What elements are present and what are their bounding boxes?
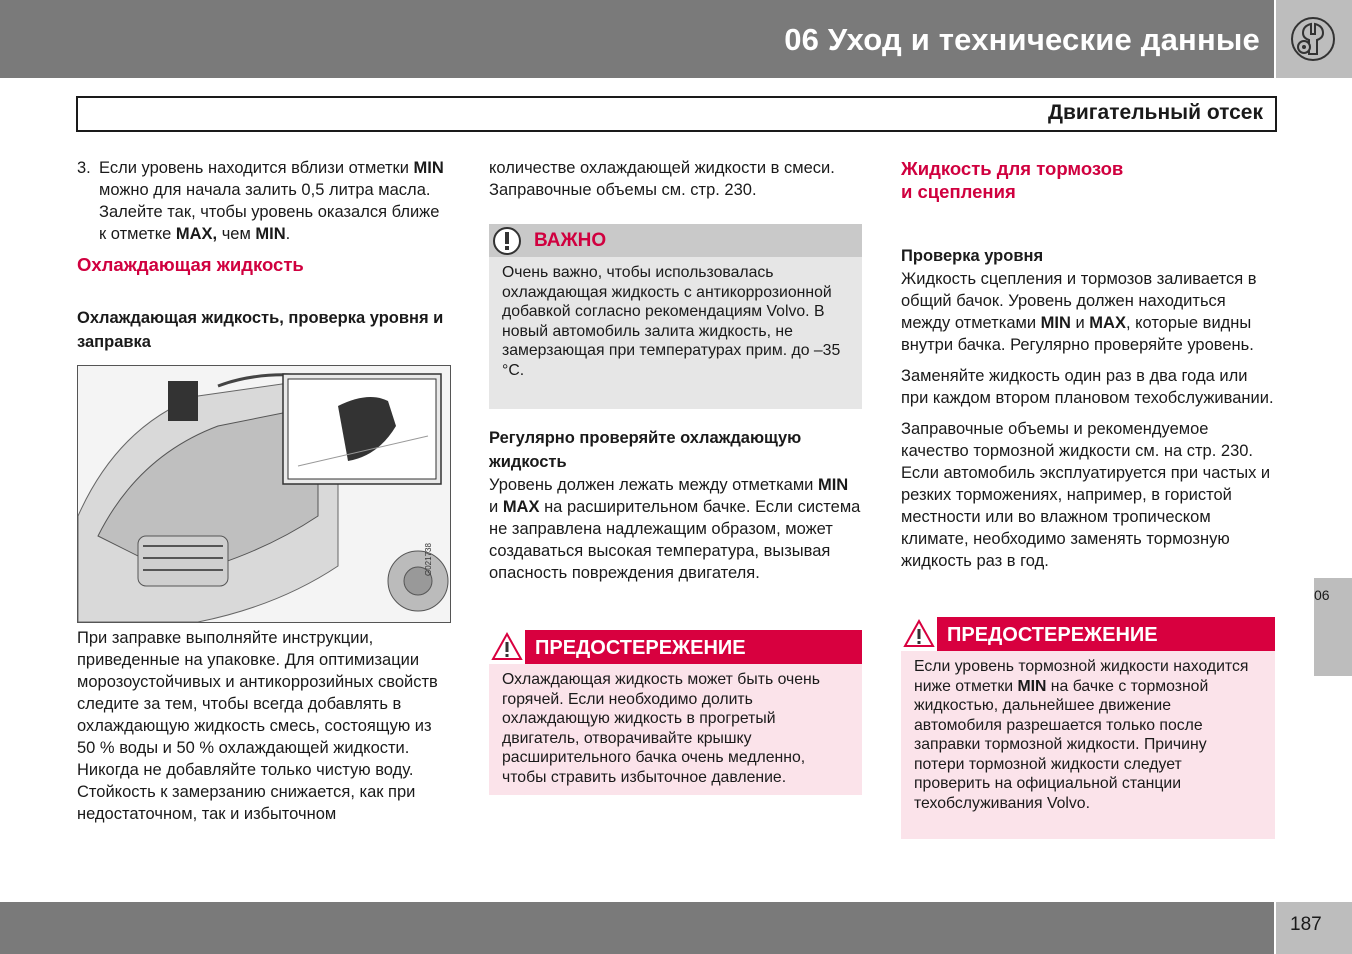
subheading-check-coolant: Регулярно проверяйте охлаждающую жидкость [489,429,802,471]
min-mark: MIN [1040,314,1071,332]
min-mark: MIN [1017,677,1047,695]
exclamation-icon [492,226,522,256]
warning-body: Охлаждающая жидкость может быть очень горячей. Если необходимо долить охлаждающую жидкость в прогретый двигатель, отворачивайте крышку расширительного бачка очень медленно, чтобы стравить избыточное давление. [502,671,820,786]
heading-coolant: Охлаждающая жидкость [77,254,304,275]
important-title: ВАЖНО [534,230,607,251]
warning-title: ПРЕДОСТЕРЕЖЕНИЕ [947,624,1158,646]
heading-brake-fluid: Жидкость для тормозов и сцепления [901,158,1124,202]
coolant-level-paragraph: Уровень должен лежать между отметками MIN и MAX на расширительном бачке. Если система не заправлена надлежащим образом, может создаваться высокая температура, вызывая опасность повреждения двигателя. [489,476,861,582]
max-mark: MAX [1089,314,1126,332]
warning-header [901,617,1275,651]
list-number: 3. [77,159,91,177]
warning-triangle-icon [902,618,936,650]
list-item: 3. Если уровень находится вблизи отметки MIN можно для начала залить 0,5 литра масла. Залейте так, чтобы уровень оказался ближе к отметке MAX, чем MIN. [77,159,444,243]
section-title-box [76,96,1277,132]
warning-title: ПРЕДОСТЕРЕЖЕНИЕ [535,637,746,659]
engine-illustration [78,366,450,622]
header-bar [0,0,1274,78]
chapter-icon-box [1276,0,1352,78]
figure-code: G021738 [424,543,433,576]
footer-bar [0,902,1274,954]
min-mark: MIN [413,159,444,177]
section-title: Двигательный отсек [1048,101,1263,124]
min-mark: MIN [255,225,286,243]
column-2-middle [489,426,862,593]
page-number: 187 [1290,914,1322,935]
wrench-gear-icon [1290,16,1336,62]
subheading-level-check: Проверка уровня [901,247,1044,265]
max-mark: MAX [502,498,540,516]
chapter-title: 06 Уход и технические данные [784,22,1260,57]
column-2 [489,157,862,210]
warning-triangle-icon [490,631,524,663]
page-number-box [1276,902,1352,954]
important-note [489,224,862,409]
important-header [489,224,862,257]
side-tab-label: 06 [1314,587,1330,603]
coolant-paragraph: При заправке выполняйте инструкции, приведенные на упаковке. Для оптимизации морозоустойчивых и антикоррозийных свойств следите за тем, чтобы всегда добавлять в охлаждающую жидкость смесь, состоящую из 50 % воды и 50 % охлаждающей жидкости. Никогда не добавляйте только чистую воду. Стойкость к замерзанию снижается, как при недостаточном, так и избыточном [77,629,438,823]
important-body: Очень важно, чтобы использовалась охлаждающая жидкость с антикоррозионной добавкой согласно рекомендациям Volvo. В новый автомобиль залита жидкость, не замерзающая при температурах прим. до –35 °C. [502,264,841,379]
engine-bay-illustration [77,365,451,623]
warning-header [489,630,862,664]
chapter-side-tab [1314,578,1352,676]
brake-level-paragraph: Жидкость сцепления и тормозов заливается в общий бачок. Уровень должен находиться между отметками MIN и MAX, которые видны внутри бачка. Регулярно проверяйте уровень. [901,270,1257,354]
column-1 [77,157,449,354]
coolant-paragraph-continued: количестве охлаждающей жидкости в смеси. Заправочные объемы см. стр. 230. [489,159,835,199]
max-mark: MAX, [175,225,218,243]
column-3 [901,157,1275,581]
brake-capacity-paragraph: Заправочные объемы и рекомендуемое качество тормозной жидкости см. на стр. 230. Если автомобиль эксплуатируется при частых и резких торможениях, например, в гористой местности или во влажном тропическом климате, необходимо заменять тормозную жидкость раз в год. [901,420,1271,570]
subheading-coolant-check: Охлаждающая жидкость, проверка уровня и заправка [77,309,444,351]
column-1-lower [77,627,449,834]
warning-box-brake [901,617,1275,839]
warning-body: Если уровень тормозной жидкости находится ниже отметки MIN на бачке с тормозной жидкостью, дальнейшее движение автомобиля разрешается только после заправки тормозной жидкости. Причину потери тормозной жидкости следует проверить на официальной станции техобслуживания Volvo. [914,658,1249,812]
warning-box-coolant [489,630,862,795]
min-mark: MIN [817,476,849,494]
brake-replace-paragraph: Заменяйте жидкость один раз в два года или при каждом втором плановом техобслуживании. [901,367,1274,407]
